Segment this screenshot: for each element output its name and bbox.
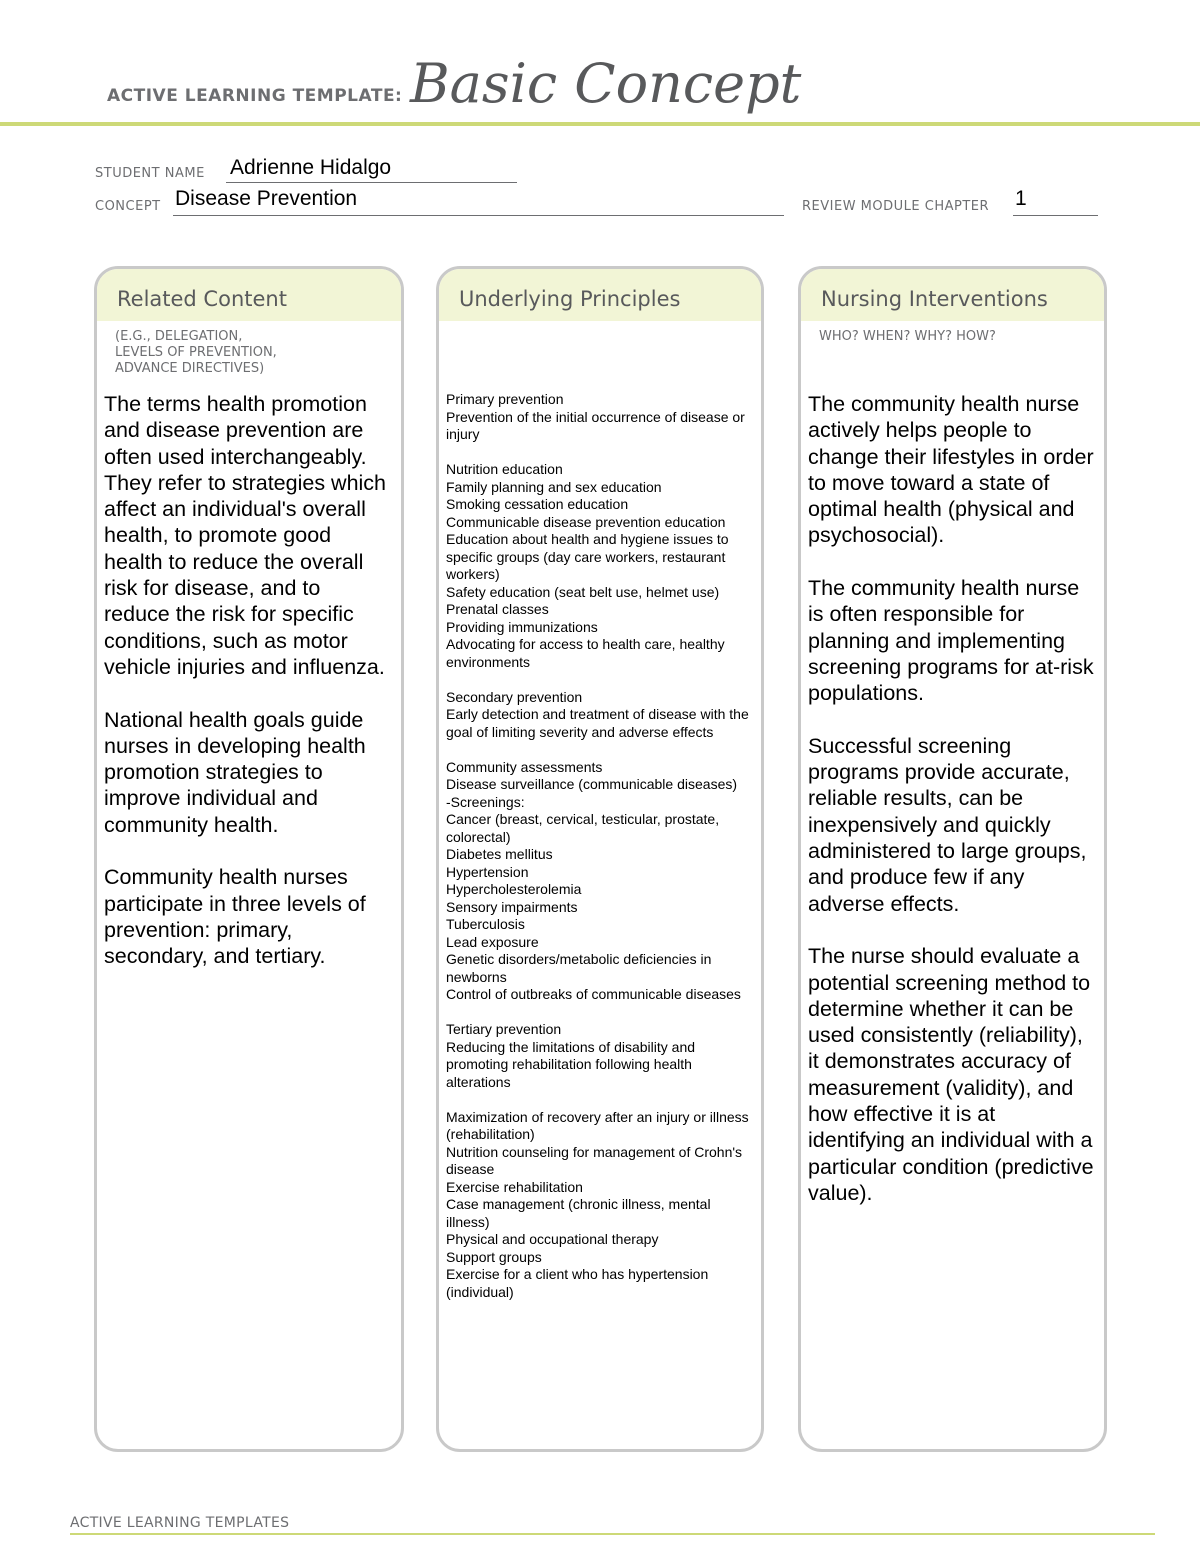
nursing-interventions-title: Nursing Interventions <box>821 287 1048 311</box>
body-paragraph: The terms health promotion and disease prevention are often used interchangeably. They refer to strategies which affect an individual's overall health, to promote good health to reduce the overall risk for disease, and to reduce the risk for specific conditions, such as motor vehicle injuries and influenza. <box>104 392 387 679</box>
body-paragraph: The nurse should evaluate a potential screening method to determine whether it can be used consistently (reliability), it demonstrates accuracy of measurement (validity), and how effective it is at identifying an individual with a particular condition (predictive value). <box>808 944 1094 1205</box>
principle-line: Communicable disease prevention education <box>446 513 726 530</box>
principle-group <box>446 1109 751 1302</box>
header-divider <box>0 122 1200 126</box>
principle-line: Education about health and hygiene issues to specific groups (day care workers, restaurant workers) <box>446 531 729 582</box>
principle-line: Family planning and sex education <box>446 478 662 495</box>
principle-line: Support groups <box>446 1248 542 1265</box>
principle-line: Early detection and treatment of disease with the goal of limiting severity and adverse effects <box>446 706 749 740</box>
nursing-interventions-panel <box>798 266 1107 1452</box>
principle-line: Nutrition counseling for management of Crohn's disease <box>446 1143 743 1177</box>
principle-group <box>446 391 751 444</box>
principle-line: Prevention of the initial occurrence of disease or injury <box>446 408 745 442</box>
principle-line: Smoking cessation education <box>446 496 629 512</box>
body-paragraph: National health goals guide nurses in developing health promotion strategies to improve individual and community health. <box>104 707 366 837</box>
underlying-principles-panel <box>436 266 764 1452</box>
principle-line: Diabetes mellitus <box>446 846 553 862</box>
principle-line: Exercise for a client who has hypertension (individual) <box>446 1266 709 1300</box>
principle-line: Lead exposure <box>446 933 539 950</box>
nursing-interventions-subtitle: WHO? WHEN? WHY? HOW? <box>819 329 996 344</box>
principle-line: Safety education (seat belt use, helmet use) <box>446 583 720 600</box>
principle-line: Providing immunizations <box>446 618 598 635</box>
page-title: Basic Concept <box>410 52 802 115</box>
concept-label: CONCEPT <box>95 199 161 214</box>
principle-line: Genetic disorders/metabolic deficiencies in newborns <box>446 951 712 985</box>
review-chapter-value: 1 <box>1015 187 1027 210</box>
principle-line: Advocating for access to health care, healthy environments <box>446 636 725 670</box>
principle-line: Case management (chronic illness, mental illness) <box>446 1196 711 1230</box>
principle-line: Maximization of recovery after an injury or illness (rehabilitation) <box>446 1108 749 1142</box>
nursing-interventions-body[interactable] <box>808 391 1094 1233</box>
page-header <box>0 0 1200 130</box>
principle-line: Control of outbreaks of communicable diseases <box>446 986 741 1002</box>
underlying-principles-body[interactable] <box>446 391 751 1319</box>
review-chapter-label: REVIEW MODULE CHAPTER <box>802 199 990 214</box>
principle-line: Tertiary prevention <box>446 1021 562 1037</box>
principle-line: Hypertension <box>446 863 529 880</box>
nursing-interventions-header <box>801 269 1104 321</box>
principle-line: Sensory impairments <box>446 898 578 915</box>
principle-group <box>446 1021 751 1091</box>
footer-divider <box>70 1533 1155 1535</box>
body-paragraph: The community health nurse actively helps people to change their lifestyles in order to move toward a state of optimal health (physical and psychosocial). <box>808 392 1094 548</box>
underlying-principles-title: Underlying Principles <box>459 287 681 311</box>
principle-line: Reducing the limitations of disability and promoting rehabilitation following health alterations <box>446 1038 696 1090</box>
body-paragraph: The community health nurse is often responsible for planning and implementing screening programs for at-risk populations. <box>808 576 1094 706</box>
principle-line: Secondary prevention <box>446 688 583 705</box>
principle-group <box>446 759 751 1004</box>
principle-group <box>446 461 751 671</box>
principle-line: Exercise rehabilitation <box>446 1178 583 1195</box>
related-content-body[interactable] <box>104 391 391 996</box>
principle-line: Cancer (breast, cervical, testicular, prostate, colorectal) <box>446 811 720 845</box>
student-name-label: STUDENT NAME <box>95 166 205 181</box>
body-paragraph: Community health nurses participate in three levels of prevention: primary, secondary, and tertiary. <box>104 865 366 969</box>
principle-line: Primary prevention <box>446 391 564 407</box>
related-content-title: Related Content <box>117 287 287 311</box>
template-label: ACTIVE LEARNING TEMPLATE: <box>107 86 403 106</box>
principle-line: Physical and occupational therapy <box>446 1231 659 1247</box>
principle-line: Tuberculosis <box>446 916 525 932</box>
principle-line: Disease surveillance (communicable diseases) <box>446 776 738 792</box>
underlying-principles-header <box>439 269 761 321</box>
principle-line: Hypercholesterolemia <box>446 881 582 897</box>
principle-line: -Screenings: <box>446 793 525 810</box>
body-paragraph: Successful screening programs provide accurate, reliable results, can be inexpensively and quickly administered to large groups, and produce few if any adverse effects. <box>808 733 1087 916</box>
related-content-header <box>97 269 401 321</box>
principle-line: Prenatal classes <box>446 601 549 617</box>
principle-line: Nutrition education <box>446 461 563 477</box>
related-content-panel <box>94 266 404 1452</box>
principle-line: Community assessments <box>446 758 603 775</box>
footer-label: ACTIVE LEARNING TEMPLATES <box>70 1515 290 1531</box>
principle-group <box>446 689 751 742</box>
related-content-subtitle: (E.G., DELEGATION, LEVELS OF PREVENTION, ADVANCE DIRECTIVES) <box>115 329 277 376</box>
student-name-value: Adrienne Hidalgo <box>230 156 392 179</box>
concept-value: Disease Prevention <box>175 187 358 210</box>
